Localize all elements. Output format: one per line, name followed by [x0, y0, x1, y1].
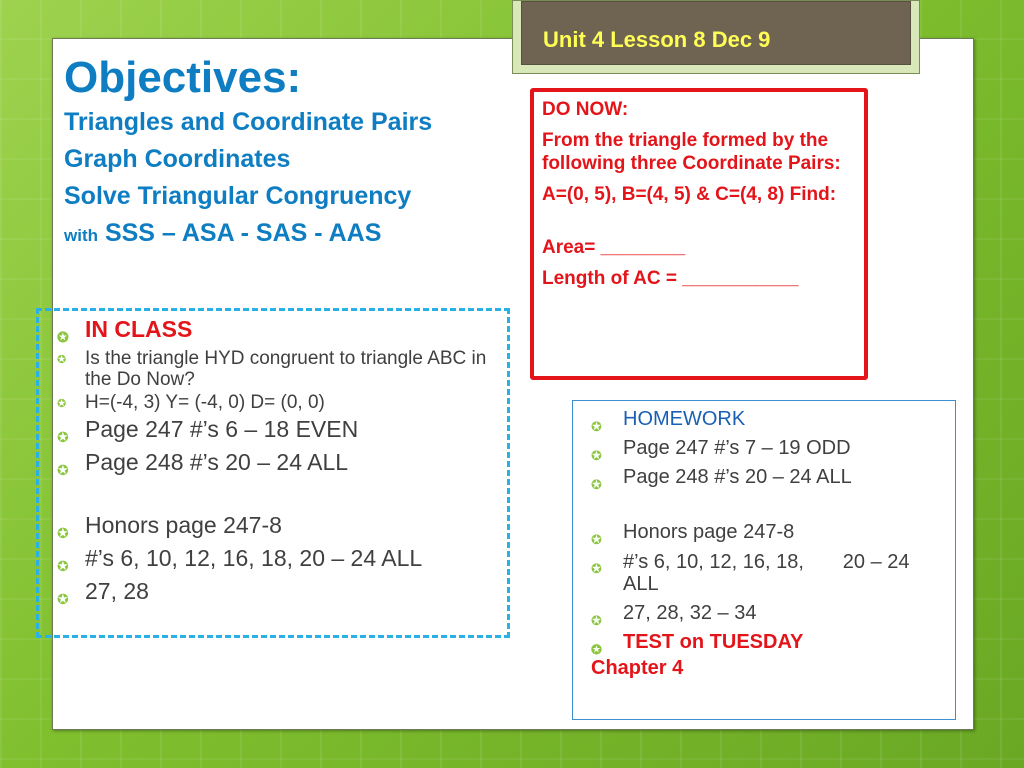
bullet-icon: ✪	[591, 419, 602, 434]
bullet-icon: ✪	[591, 532, 602, 547]
do-now-line-1: From the triangle formed by the following three Coordinate Pairs:	[542, 130, 841, 174]
bullet-icon: ✪	[57, 462, 69, 478]
list-spacer	[57, 479, 507, 509]
list-item-text: Honors page 247-8	[623, 521, 795, 543]
list-item-text: Honors page 247-8	[85, 512, 282, 538]
list-item	[57, 313, 507, 346]
list-item-text: Page 247 #’s 6 – 18 EVEN	[85, 416, 359, 442]
list-item-text: HOMEWORK	[623, 408, 746, 430]
list-item	[591, 518, 941, 547]
list-item	[57, 348, 507, 390]
in-class-box	[36, 308, 510, 638]
bullet-icon: ✪	[591, 561, 602, 576]
list-item	[591, 463, 941, 492]
list-item-text: TEST on TUESDAY	[623, 631, 804, 653]
list-item	[591, 551, 941, 595]
homework-list	[591, 405, 941, 657]
list-item	[591, 434, 941, 463]
list-item-text: Page 248 #’s 20 – 24 ALL	[623, 466, 852, 488]
list-item-text: 27, 28, 32 – 34	[623, 602, 757, 624]
bullet-icon: ✪	[591, 477, 602, 492]
homework-box	[572, 400, 956, 720]
list-item	[591, 405, 941, 434]
list-item	[57, 575, 507, 608]
list-item-text: #’s 6, 10, 12, 16, 18, 20 – 24 ALL	[85, 545, 423, 571]
do-now-length: Length of AC = ___________	[542, 268, 799, 289]
list-item	[57, 542, 507, 575]
do-now-line-2: A=(0, 5), B=(4, 5) & C=(4, 8) Find:	[542, 184, 837, 205]
bullet-icon: ✪	[57, 591, 69, 607]
list-item-text: Page 248 #’s 20 – 24 ALL	[85, 449, 349, 475]
list-item-text: Is the triangle HYD congruent to triangle ABC in the Do Now?	[85, 348, 487, 390]
bullet-icon: ✪	[591, 613, 602, 628]
objective-line: Graph Coordinates	[64, 145, 291, 173]
slide-title: Unit 4 Lesson 8 Dec 9	[543, 27, 771, 52]
objectives-heading: Objectives:	[64, 53, 302, 102]
title-tab	[512, 0, 920, 74]
do-now-box	[530, 88, 868, 380]
objective-with-rest: SSS – ASA - SAS - AAS	[104, 219, 382, 247]
list-item	[57, 392, 507, 413]
bullet-icon: ✪	[591, 448, 602, 463]
objective-with-prefix: with	[64, 226, 98, 245]
homework-chapter: Chapter 4	[591, 657, 684, 679]
bullet-icon: ✪	[57, 525, 69, 541]
objective-line: Triangles and Coordinate Pairs	[64, 108, 433, 136]
objective-line: Solve Triangular Congruency	[64, 182, 412, 210]
list-item-text: IN CLASS	[85, 316, 193, 342]
list-item	[57, 413, 507, 446]
bullet-icon: ✪	[57, 354, 67, 366]
bullet-icon: ✪	[57, 398, 67, 410]
do-now-heading: DO NOW:	[542, 99, 629, 120]
list-item	[57, 446, 507, 479]
list-item-text: Page 247 #’s 7 – 19 ODD	[623, 437, 851, 459]
objective-line-with	[64, 215, 432, 254]
list-item-text: H=(-4, 3) Y= (-4, 0) D= (0, 0)	[85, 392, 325, 413]
do-now-area: Area= ________	[542, 237, 686, 258]
list-item	[591, 628, 941, 657]
list-item	[57, 509, 507, 542]
bullet-icon: ✪	[57, 429, 69, 445]
bullet-icon: ✪	[57, 329, 69, 345]
list-item-text: 27, 28	[85, 578, 149, 604]
list-spacer	[591, 492, 941, 518]
list-item	[591, 599, 941, 628]
bullet-icon: ✪	[57, 558, 69, 574]
in-class-list	[57, 313, 507, 608]
list-item-text: #’s 6, 10, 12, 16, 18, 20 – 24 ALL	[623, 551, 914, 595]
objectives-block	[64, 52, 432, 254]
bullet-icon: ✪	[591, 642, 602, 657]
